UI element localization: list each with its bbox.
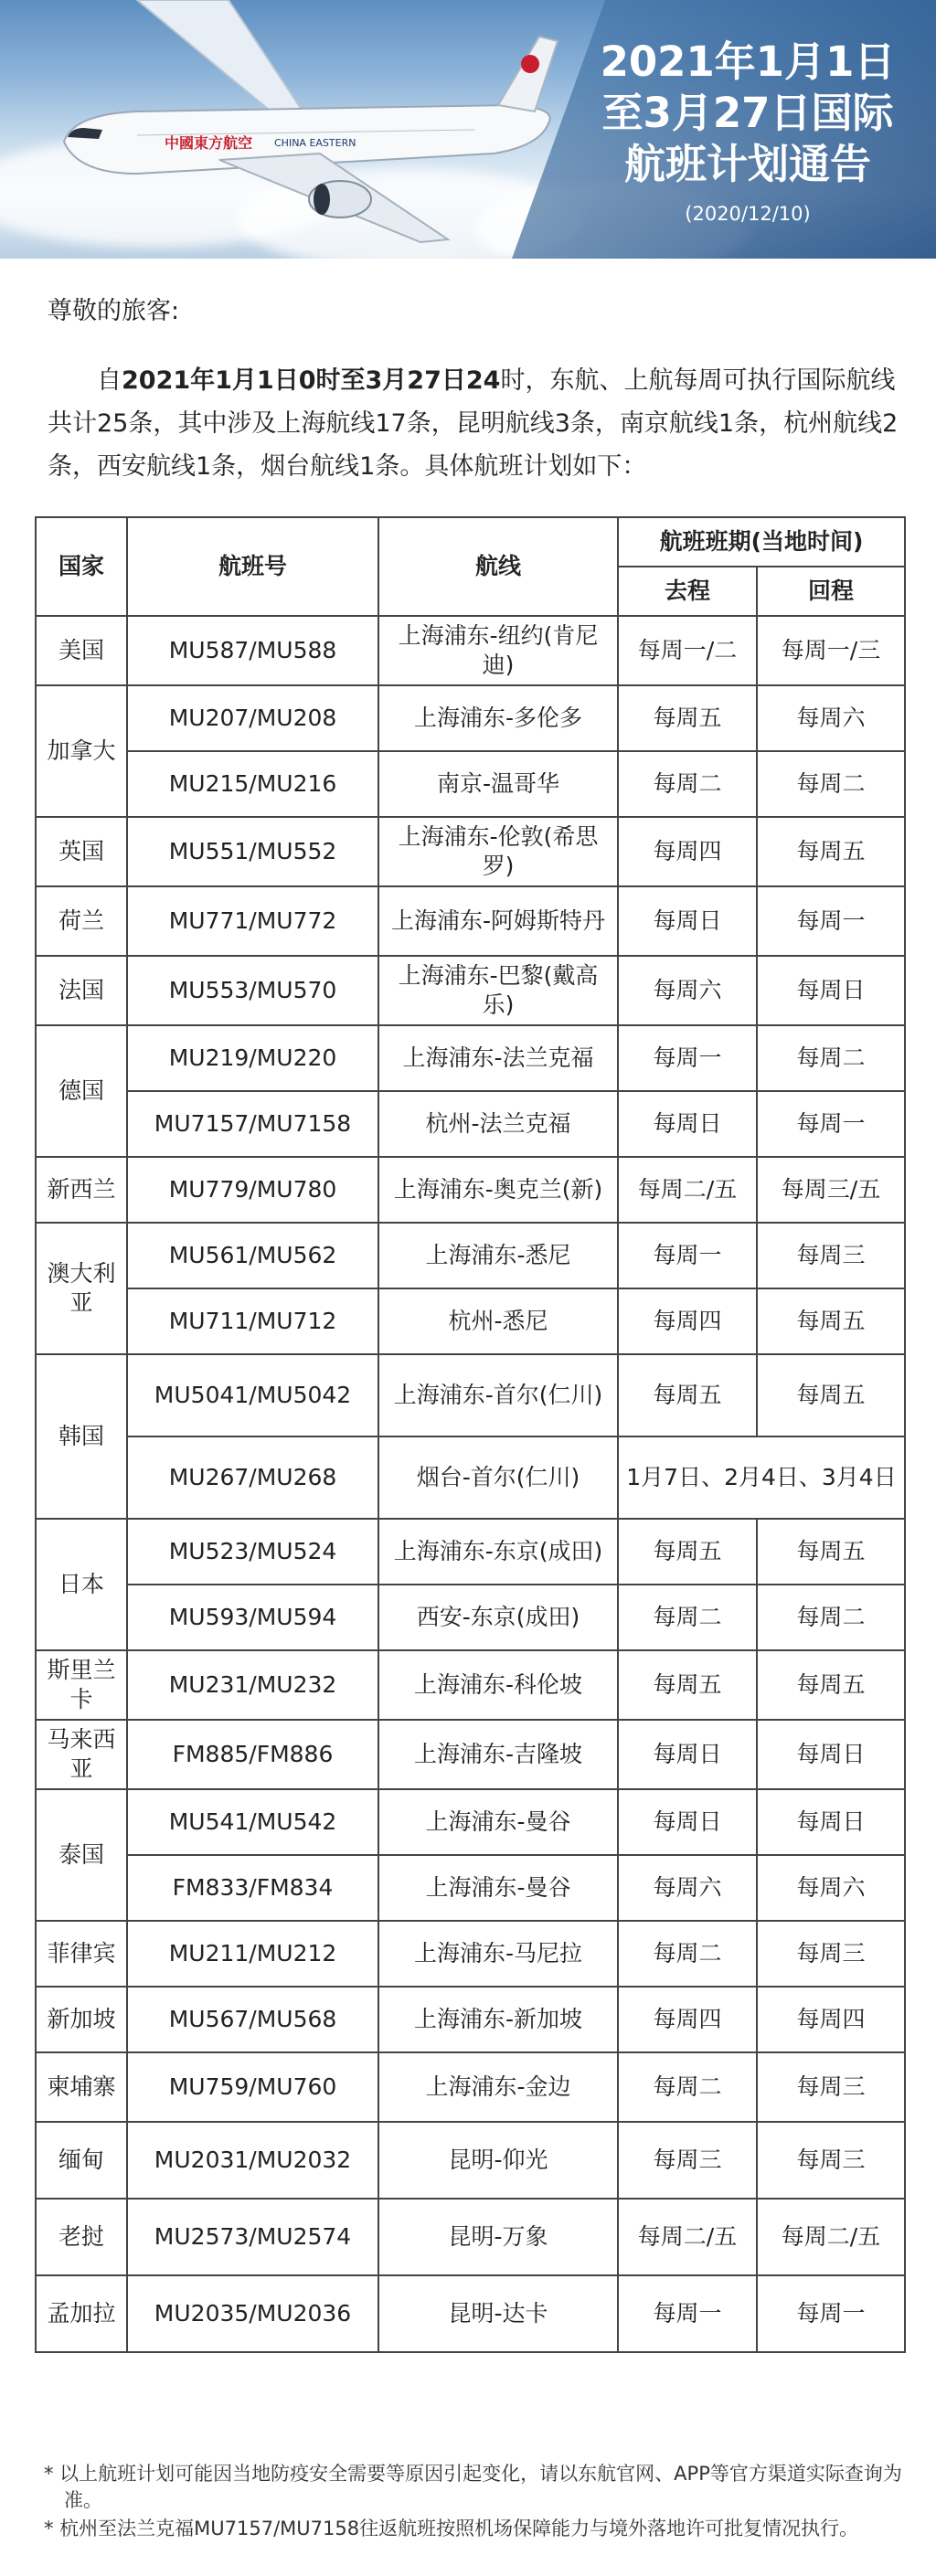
cell-country: 美国	[36, 616, 127, 685]
cell-flight: MU267/MU268	[127, 1436, 378, 1519]
table-row	[36, 1025, 905, 1091]
table-row	[36, 1921, 905, 1987]
cell-country: 法国	[36, 956, 127, 1025]
cell-return: 每周二	[757, 1585, 905, 1650]
cell-route: 烟台-首尔(仁川)	[378, 1436, 618, 1519]
cell-country: 澳大利亚	[36, 1223, 127, 1354]
table-row	[36, 2275, 905, 2352]
cell-route: 上海浦东-曼谷	[378, 1789, 618, 1855]
cell-outbound: 每周二	[618, 2052, 757, 2122]
table-row	[36, 817, 905, 886]
greeting: 尊敬的旅客:	[48, 297, 180, 325]
cell-return: 每周三/五	[757, 1157, 905, 1223]
cell-route: 昆明-达卡	[378, 2275, 618, 2352]
cell-return: 每周五	[757, 1519, 905, 1585]
cell-outbound: 每周日	[618, 1091, 757, 1157]
cell-route: 上海浦东-新加坡	[378, 1987, 618, 2052]
cell-flight: MU7157/MU7158	[127, 1091, 378, 1157]
cell-outbound: 每周日	[618, 1720, 757, 1789]
cell-outbound: 每周二/五	[618, 2199, 757, 2275]
cell-flight: FM833/FM834	[127, 1855, 378, 1921]
cell-flight: MU523/MU524	[127, 1519, 378, 1585]
cell-route: 昆明-万象	[378, 2199, 618, 2275]
cell-return: 每周一	[757, 1091, 905, 1157]
cell-outbound: 每周一/二	[618, 616, 757, 685]
cell-country: 日本	[36, 1519, 127, 1650]
cell-flight: MU2573/MU2574	[127, 2199, 378, 2275]
table-row	[36, 1288, 905, 1354]
intro-date-range: 2021年1月1日0时至3月27日24	[122, 366, 501, 395]
cell-country: 老挝	[36, 2199, 127, 2275]
airline-logo-en: CHINA EASTERN	[274, 137, 356, 149]
cell-route: 西安-东京(成田)	[378, 1585, 618, 1650]
table-row	[36, 1650, 905, 1720]
cell-return: 每周五	[757, 817, 905, 886]
cell-country: 柬埔寨	[36, 2052, 127, 2122]
cell-return: 每周三	[757, 2122, 905, 2199]
cell-outbound: 每周四	[618, 1288, 757, 1354]
cell-country: 新加坡	[36, 1987, 127, 2052]
table-row	[36, 685, 905, 751]
table-row	[36, 1354, 905, 1436]
cell-return: 每周四	[757, 1987, 905, 2052]
page-title: 2021年1月1日 至3月27日国际 航班计划通告	[600, 37, 896, 188]
footnotes	[44, 2461, 912, 2544]
cell-return: 每周日	[757, 956, 905, 1025]
flight-schedule-table	[35, 516, 906, 2353]
table-row	[36, 1091, 905, 1157]
table-row	[36, 1223, 905, 1288]
table-row	[36, 1519, 905, 1585]
cell-return: 每周三	[757, 1223, 905, 1288]
cell-outbound: 每周五	[618, 1354, 757, 1436]
cell-flight: MU759/MU760	[127, 2052, 378, 2122]
cell-flight: MU553/MU570	[127, 956, 378, 1025]
cell-route: 昆明-仰光	[378, 2122, 618, 2199]
cell-country: 英国	[36, 817, 127, 886]
cell-outbound: 每周二	[618, 1921, 757, 1987]
cell-route: 上海浦东-阿姆斯特丹	[378, 886, 618, 956]
table-row	[36, 956, 905, 1025]
cell-flight: MU541/MU542	[127, 1789, 378, 1855]
table-row	[36, 1987, 905, 2052]
cell-return: 每周日	[757, 1789, 905, 1855]
cell-outbound: 每周五	[618, 1519, 757, 1585]
cell-return: 每周二	[757, 751, 905, 817]
cell-route: 上海浦东-纽约(肯尼迪)	[378, 616, 618, 685]
cell-route: 上海浦东-东京(成田)	[378, 1519, 618, 1585]
airline-logo-cn: 中國東方航空	[165, 134, 253, 152]
cell-flight: MU567/MU568	[127, 1987, 378, 2052]
cell-outbound: 每周一	[618, 2275, 757, 2352]
cell-flight: MU711/MU712	[127, 1288, 378, 1354]
table-row	[36, 2122, 905, 2199]
cell-flight: MU2035/MU2036	[127, 2275, 378, 2352]
cell-outbound: 每周四	[618, 1987, 757, 2052]
cell-outbound: 每周四	[618, 817, 757, 886]
cell-outbound: 每周六	[618, 956, 757, 1025]
cell-country: 荷兰	[36, 886, 127, 956]
cell-outbound: 每周一	[618, 1025, 757, 1091]
header-country: 国家	[36, 517, 127, 616]
cell-route: 上海浦东-奥克兰(新)	[378, 1157, 618, 1223]
cell-return: 每周一	[757, 886, 905, 956]
footnote: * 杭州至法兰克福MU7157/MU7158往返航班按照机场保障能力与境外落地许可批复情况执行。	[44, 2518, 859, 2539]
cell-country: 加拿大	[36, 685, 127, 817]
header-outbound: 去程	[618, 567, 757, 616]
table-row	[36, 1157, 905, 1223]
cell-return: 每周三	[757, 1921, 905, 1987]
flight-table-body	[36, 616, 905, 2352]
cell-return: 每周一/三	[757, 616, 905, 685]
table-row	[36, 1436, 905, 1519]
header-route: 航线	[378, 517, 618, 616]
header-flight: 航班号	[127, 517, 378, 616]
cell-schedule-dates: 1月7日、2月4日、3月4日	[618, 1436, 905, 1519]
cell-flight: MU771/MU772	[127, 886, 378, 956]
cell-outbound: 每周一	[618, 1223, 757, 1288]
table-row	[36, 1585, 905, 1650]
airplane-image	[0, 0, 567, 259]
cell-flight: MU231/MU232	[127, 1650, 378, 1720]
cell-country: 泰国	[36, 1789, 127, 1921]
cell-route: 上海浦东-曼谷	[378, 1855, 618, 1921]
cell-route: 上海浦东-科伦坡	[378, 1650, 618, 1720]
cell-outbound: 每周二/五	[618, 1157, 757, 1223]
cell-route: 杭州-法兰克福	[378, 1091, 618, 1157]
cell-country: 德国	[36, 1025, 127, 1157]
cell-country: 菲律宾	[36, 1921, 127, 1987]
cell-return: 每周日	[757, 1720, 905, 1789]
cell-route: 上海浦东-吉隆坡	[378, 1720, 618, 1789]
table-row	[36, 2052, 905, 2122]
cell-flight: MU551/MU552	[127, 817, 378, 886]
cell-outbound: 每周日	[618, 886, 757, 956]
cell-outbound: 每周二	[618, 1585, 757, 1650]
intro-paragraph: 自2021年1月1日0时至3月27日24时，东航、上航每周可执行国际航线共计25条，其中涉及上海航线17条，昆明航线3条，南京航线1条，杭州航线2条，西安航线1条，烟台航线1条。具体航班计划如下：	[48, 366, 899, 481]
cell-route: 上海浦东-法兰克福	[378, 1025, 618, 1091]
cell-return: 每周一	[757, 2275, 905, 2352]
cell-outbound: 每周三	[618, 2122, 757, 2199]
cell-return: 每周六	[757, 685, 905, 751]
cell-return: 每周五	[757, 1650, 905, 1720]
cell-flight: MU215/MU216	[127, 751, 378, 817]
cell-outbound: 每周日	[618, 1789, 757, 1855]
cell-return: 每周六	[757, 1855, 905, 1921]
cell-outbound: 每周五	[618, 1650, 757, 1720]
cell-route: 上海浦东-首尔(仁川)	[378, 1354, 618, 1436]
publish-date: (2020/12/10)	[685, 203, 811, 225]
cell-route: 上海浦东-马尼拉	[378, 1921, 618, 1987]
cell-return: 每周二/五	[757, 2199, 905, 2275]
cell-country: 缅甸	[36, 2122, 127, 2199]
header-schedule: 航班班期(当地时间)	[618, 517, 905, 567]
cell-outbound: 每周六	[618, 1855, 757, 1921]
cell-country: 新西兰	[36, 1157, 127, 1223]
cell-flight: MU2031/MU2032	[127, 2122, 378, 2199]
cell-country: 韩国	[36, 1354, 127, 1519]
cell-flight: FM885/FM886	[127, 1720, 378, 1789]
table-row	[36, 2199, 905, 2275]
cell-country: 孟加拉	[36, 2275, 127, 2352]
cell-flight: MU5041/MU5042	[127, 1354, 378, 1436]
cell-flight: MU207/MU208	[127, 685, 378, 751]
header-return: 回程	[757, 567, 905, 616]
cell-return: 每周五	[757, 1288, 905, 1354]
cell-return: 每周三	[757, 2052, 905, 2122]
cell-return: 每周五	[757, 1354, 905, 1436]
cell-flight: MU219/MU220	[127, 1025, 378, 1091]
table-row	[36, 616, 905, 685]
cell-route: 上海浦东-悉尼	[378, 1223, 618, 1288]
cell-country: 马来西亚	[36, 1720, 127, 1789]
table-row	[36, 1720, 905, 1789]
table-row	[36, 886, 905, 956]
cell-route: 南京-温哥华	[378, 751, 618, 817]
cell-route: 上海浦东-巴黎(戴高乐)	[378, 956, 618, 1025]
cell-flight: MU211/MU212	[127, 1921, 378, 1987]
cell-flight: MU779/MU780	[127, 1157, 378, 1223]
table-row	[36, 1789, 905, 1855]
footnote: * 以上航班计划可能因当地防疫安全需要等原因引起变化，请以东航官网、APP等官方渠道实际查询为准。	[44, 2463, 902, 2511]
cell-route: 上海浦东-伦敦(希思罗)	[378, 817, 618, 886]
cell-country: 斯里兰卡	[36, 1650, 127, 1720]
table-row	[36, 1855, 905, 1921]
cell-route: 上海浦东-多伦多	[378, 685, 618, 751]
table-row	[36, 751, 905, 817]
cell-route: 杭州-悉尼	[378, 1288, 618, 1354]
cell-return: 每周二	[757, 1025, 905, 1091]
cell-route: 上海浦东-金边	[378, 2052, 618, 2122]
cell-outbound: 每周二	[618, 751, 757, 817]
cell-flight: MU593/MU594	[127, 1585, 378, 1650]
header-banner	[0, 0, 936, 259]
cell-flight: MU587/MU588	[127, 616, 378, 685]
cell-outbound: 每周五	[618, 685, 757, 751]
cell-flight: MU561/MU562	[127, 1223, 378, 1288]
